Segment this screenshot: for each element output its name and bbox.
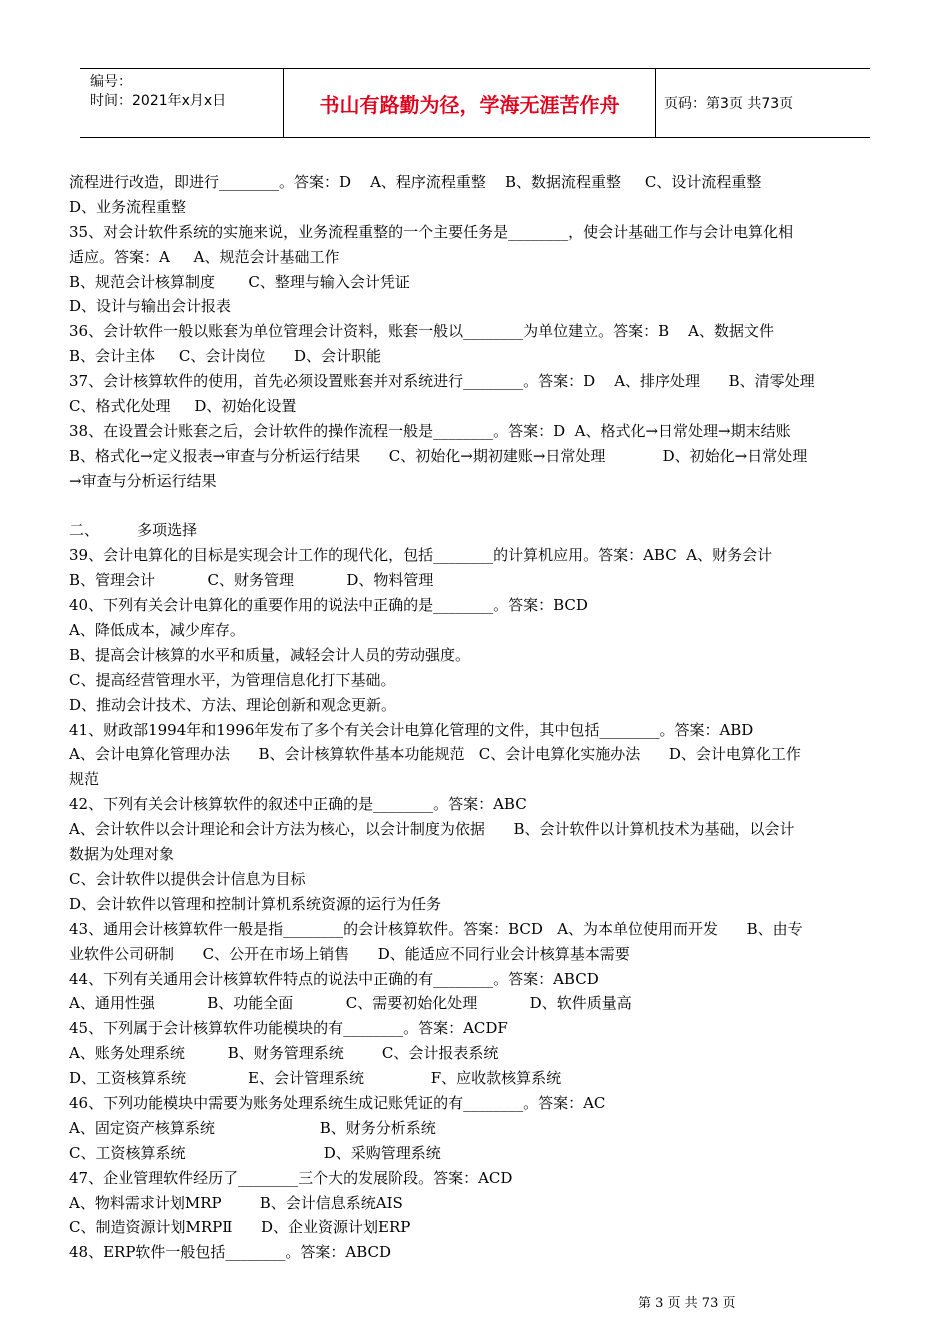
document-body [69, 170, 881, 1265]
text-line: B、会计主体 C、会计岗位 D、会计职能 [69, 347, 381, 366]
header-motto: 书山有路勤为径，学海无涯苦作舟 [284, 69, 656, 137]
text-line: D、设计与输出会计报表 [69, 297, 232, 316]
text-line: B、格式化→定义报表→审查与分析运行结果 C、初始化→期初建账→日常处理 D、初始化→日常处理 [69, 446, 808, 465]
text-line: 二、 多项选择 [69, 521, 198, 540]
page-footer: 第 3 页 共 73 页 [638, 1296, 736, 1311]
text-line: 适应。答案：A A、规范会计基础工作 [69, 247, 340, 266]
text-line: A、固定资产核算系统 B、财务分析系统 [69, 1118, 436, 1137]
text-line: 46、下列功能模块中需要为账务处理系统生成记账凭证的有________。答案：AC [69, 1093, 606, 1112]
text-line: C、会计软件以提供会计信息为目标 [69, 869, 306, 888]
text-line: D、业务流程重整 [69, 197, 187, 216]
text-line: C、制造资源计划MRPⅡ D、企业资源计划ERP [69, 1218, 411, 1237]
text-line: 40、下列有关会计电算化的重要作用的说法中正确的是________。答案：BCD [69, 596, 588, 615]
page-header [80, 68, 870, 138]
text-line: 38、在设置会计账套之后，会计软件的操作流程一般是________。答案：D A、格式化→日常处理→期末结账 [69, 421, 791, 440]
text-line: 规范 [69, 770, 100, 789]
text-line: A、通用性强 B、功能全面 C、需要初始化处理 D、软件质量高 [69, 994, 632, 1013]
text-line: 44、下列有关通用会计核算软件特点的说法中正确的有________。答案：ABCD [69, 969, 599, 988]
text-line: A、会计电算化管理办法 B、会计核算软件基本功能规范 C、会计电算化实施办法 D、会计电算化工作 [69, 745, 801, 764]
text-line: B、管理会计 C、财务管理 D、物料管理 [69, 571, 434, 590]
header-left-cell [80, 69, 284, 137]
document-number-label: 编号： [90, 74, 132, 90]
text-line: 47、企业管理软件经历了________三个大的发展阶段。答案：ACD [69, 1168, 513, 1187]
text-line: 42、下列有关会计核算软件的叙述中正确的是________。答案：ABC [69, 795, 527, 814]
text-line: 业软件公司研制 C、公开在市场上销售 D、能适应不同行业会计核算基本需要 [69, 944, 630, 963]
text-line: D、工资核算系统 E、会计管理系统 F、应收款核算系统 [69, 1069, 562, 1088]
text-line: A、账务处理系统 B、财务管理系统 C、会计报表系统 [69, 1044, 499, 1063]
text-line: A、降低成本，减少库存。 [69, 621, 245, 640]
text-line: B、规范会计核算制度 C、整理与输入会计凭证 [69, 272, 410, 291]
text-line: 流程进行改造，即进行________。答案：D A、程序流程重整 B、数据流程重整 C、设计流程重整 [69, 173, 762, 191]
text-line: B、提高会计核算的水平和质量，减轻会计人员的劳动强度。 [69, 645, 471, 664]
text-line: C、工资核算系统 D、采购管理系统 [69, 1143, 441, 1162]
text-line: A、物料需求计划MRP B、会计信息系统AIS [69, 1193, 403, 1212]
document-date-label: 时间：2021年x月x日 [90, 93, 227, 109]
text-line: D、会计软件以管理和控制计算机系统资源的运行为任务 [69, 894, 442, 913]
text-line: D、推动会计技术、方法、理论创新和观念更新。 [69, 695, 397, 714]
text-line: C、提高经营管理水平，为管理信息化打下基础。 [69, 670, 396, 689]
text-line: 48、ERP软件一般包括________。答案：ABCD [69, 1243, 392, 1262]
text-line [69, 494, 881, 519]
text-line: →审查与分析运行结果 [69, 471, 217, 490]
text-line: 35、对会计软件系统的实施来说，业务流程重整的一个主要任务是________，使会计基础工作与会计电算化相 [69, 222, 794, 241]
text-line: 36、会计软件一般以账套为单位管理会计资料，账套一般以________为单位建立。答案：B A、数据文件 [69, 322, 775, 341]
text-line: C、格式化处理 D、初始化设置 [69, 397, 297, 416]
text-line: 数据为处理对象 [69, 845, 175, 864]
text-line: A、会计软件以会计理论和会计方法为核心，以会计制度为依据 B、会计软件以计算机技术为基础，以会计 [69, 820, 795, 839]
header-page-number: 页码：第3页 共73页 [664, 96, 794, 112]
text-line: 43、通用会计核算软件一般是指________的会计核算软件。答案：BCD A、为本单位使用而开发 B、由专 [69, 919, 803, 938]
text-line: 39、会计电算化的目标是实现会计工作的现代化，包括________的计算机应用。答案：ABC A、财务会计 [69, 546, 773, 565]
text-line: 41、财政部1994年和1996年发布了多个有关会计电算化管理的文件，其中包括________。答案：ABD [69, 720, 754, 739]
text-line: 45、下列属于会计核算软件功能模块的有________。答案：ACDF [69, 1019, 508, 1038]
text-line: 37、会计核算软件的使用，首先必须设置账套并对系统进行________。答案：D A、排序处理 B、清零处理 [69, 372, 815, 391]
